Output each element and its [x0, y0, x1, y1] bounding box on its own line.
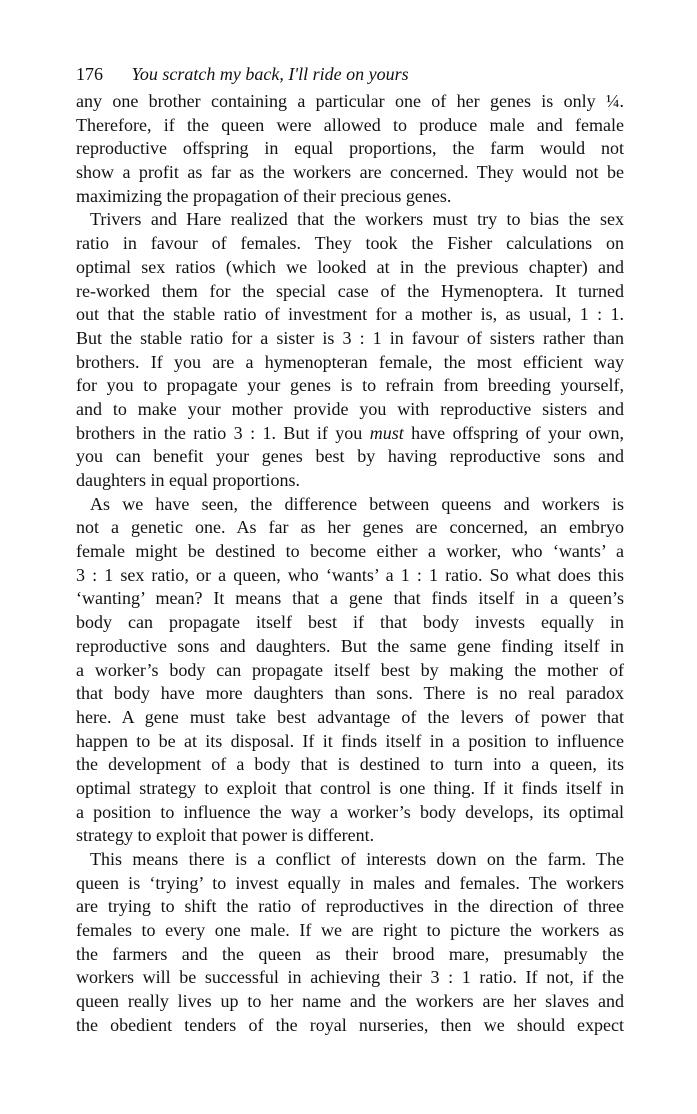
text-line: maximizing the propagation of their precious genes. [76, 185, 452, 206]
text-line: females to every one male. If we are right to picture the workers as [76, 920, 624, 941]
text-line: happen to be at its disposal. If it finds itself in a position to influence [76, 730, 624, 751]
text-line: optimal sex ratios (which we looked at in the previous chapter) and [76, 256, 624, 277]
running-title: You scratch my back, I'll ride on yours [131, 64, 409, 84]
text-line: workers will be successful in achieving their 3 : 1 ratio. If not, if the [76, 967, 624, 988]
text-line: any one brother containing a particular one of her genes is only ¼. [76, 91, 624, 111]
text-line: and to make your mother provide you with reproductive sisters and [76, 398, 624, 419]
text-line: out that the stable ratio of investment for a mother is, as usual, 1 : 1. [76, 304, 624, 325]
text-line: here. A gene must take best advantage of the levers of power that [76, 706, 624, 727]
text-line: the development of a body that is destined to turn into a queen, its [76, 754, 624, 775]
text-line: female might be destined to become either a worker, who ‘wants’ a [76, 541, 624, 562]
text-line: brothers. If you are a hymenopteran female, the most efficient way [76, 351, 624, 372]
page-number: 176 [76, 64, 103, 84]
text-line: are trying to shift the ratio of reproductives in the direction of three [76, 896, 624, 917]
text-line: body can propagate itself best if that body invests equally in [76, 612, 624, 633]
text-line: 3 : 1 sex ratio, or a queen, who ‘wants’ a 1 : 1 ratio. So what does this [76, 564, 624, 585]
text-line: the obedient tenders of the royal nurseries, then we should expect [76, 1014, 624, 1035]
text-line: you can benefit your genes best by having reproductive sons and [76, 446, 624, 467]
text-line: for you to propagate your genes is to refrain from breeding yourself, [76, 375, 624, 396]
text-line: optimal strategy to exploit that control is one thing. If it finds itself in [76, 777, 624, 798]
book-page [76, 60, 624, 1038]
text-line: the farmers and the queen as their brood mare, presumably the [76, 943, 624, 964]
text-line: ‘wanting’ mean? It means that a gene that finds itself in a queen’s [76, 588, 624, 609]
text-line: But the stable ratio for a sister is 3 : 1 in favour of sisters rather than [76, 327, 624, 348]
text-line: queen is ‘trying’ to invest equally in males and females. The workers [76, 872, 624, 893]
text-line: strategy to exploit that power is different. [76, 825, 375, 846]
text-line: brothers in the ratio 3 : 1. But if you must have offspring of your own, [76, 422, 624, 443]
text-line: reproductive sons and daughters. But the same gene finding itself in [76, 635, 624, 656]
text-line: reproductive offspring in equal proportions, the farm would not [76, 138, 624, 159]
text-line: Therefore, if the queen were allowed to produce male and female [76, 114, 624, 135]
emphasis: must [369, 422, 404, 443]
text-line: not a genetic one. As far as her genes are concerned, an embryo [76, 517, 624, 538]
body-text [76, 90, 624, 1038]
text-line: that body have more daughters than sons. There is no real paradox [76, 683, 624, 704]
text-line: a worker’s body can propagate itself best by making the mother of [76, 659, 624, 680]
text-line: show a profit as far as the workers are concerned. They would not be [76, 162, 624, 183]
text-line: As we have seen, the difference between queens and workers is [90, 493, 624, 514]
text-line: Trivers and Hare realized that the workers must try to bias the sex [90, 209, 624, 230]
text-line: daughters in equal proportions. [76, 470, 300, 490]
text-line: re-worked them for the special case of the Hymenoptera. It turned [76, 280, 624, 301]
text-line: ratio in favour of females. They took the Fisher calculations on [76, 233, 624, 254]
text-line: a position to influence the way a worker’s body develops, its optimal [76, 801, 624, 822]
text-line: queen really lives up to her name and the workers are her slaves and [76, 991, 624, 1012]
running-header [76, 60, 624, 90]
text-line: This means there is a conflict of interests down on the farm. The [90, 849, 624, 869]
